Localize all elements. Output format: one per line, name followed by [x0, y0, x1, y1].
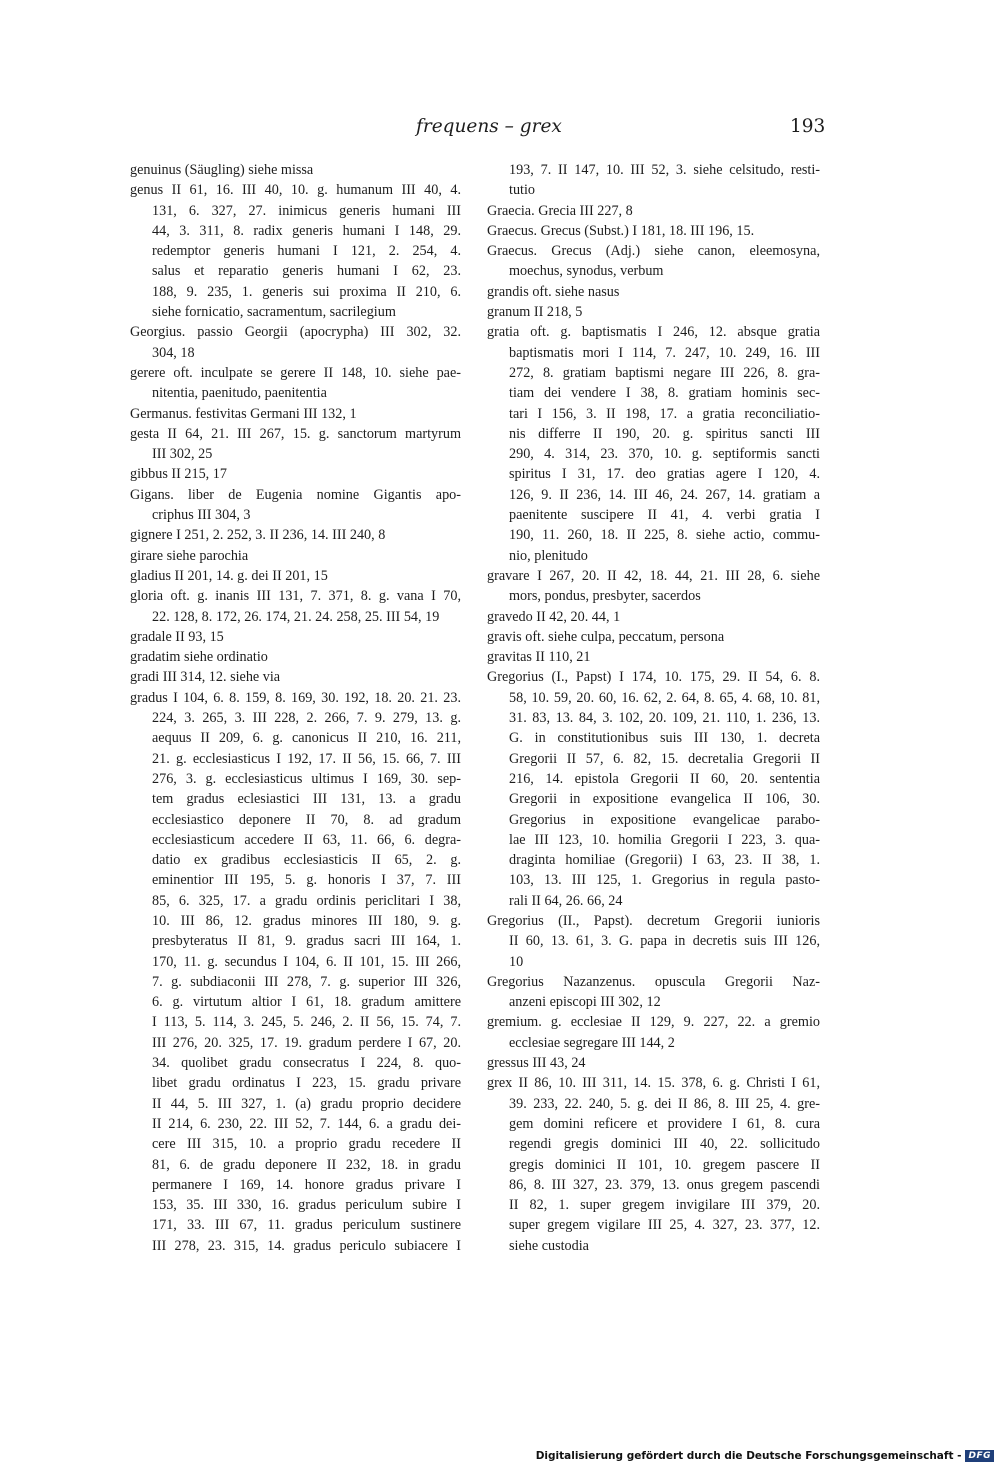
index-line: datio ex gradibus ecclesiasticis II 65, 2. g. — [152, 852, 461, 869]
index-column-left — [130, 160, 461, 1256]
running-head: frequens – grex — [416, 116, 562, 137]
index-line: super gregem vigilare III 25, 4. 327, 23. 377, 12. — [509, 1217, 820, 1234]
index-line: III 278, 23. 315, 14. gradus periculo subiacere I — [152, 1237, 461, 1254]
page-header — [0, 116, 1000, 140]
index-line: gratia oft. g. baptismatis I 246, 12. absque gratia — [487, 324, 820, 341]
index-line: 10 — [509, 953, 524, 970]
index-line: siehe custodia — [509, 1237, 589, 1254]
index-line: 216, 14. epistola Gregorii II 60, 20. sententia — [509, 770, 820, 787]
index-line: moechus, synodus, verbum — [509, 263, 664, 280]
index-line: 85, 6. 325, 17. a gradu ordinis periclitari I 38, — [152, 892, 461, 909]
index-line: II 44, 5. III 327, 1. (a) gradu proprio decidere — [152, 1095, 461, 1112]
index-line: gesta II 64, 21. III 267, 15. g. sanctorum martyrum — [130, 425, 461, 442]
index-line: gravis oft. siehe culpa, peccatum, persona — [487, 628, 725, 645]
index-line: mors, pondus, presbyter, sacerdos — [509, 588, 701, 605]
index-line: Gregorii II 57, 6. 82, 15. decretalia Gregorii II — [509, 750, 820, 767]
index-line: Germanus. festivitas Germani III 132, 1 — [130, 405, 357, 422]
index-line: criphus III 304, 3 — [152, 507, 251, 524]
index-line: 10. III 86, 12. gradus minores III 180, 9. g. — [152, 912, 461, 929]
index-line: Gregorius Nazanzenus. opuscula Gregorii Naz- — [487, 973, 820, 990]
index-line: genus II 61, 16. III 40, 10. g. humanum III 40, 4. — [130, 182, 461, 199]
index-line: 170, 11. g. secundus I 104, 6. II 101, 15. III 266, — [152, 953, 461, 970]
index-line: 290, 4. 314, 23. 370, 10. g. septiformis sancti — [509, 446, 820, 463]
index-line: 131, 6. 327, 27. inimicus generis humani III — [152, 202, 461, 219]
index-line: gignere I 251, 2. 252, 3. II 236, 14. III 240, 8 — [130, 527, 386, 544]
index-line: Gregorius in expositione evangelicae parabo- — [509, 811, 820, 828]
index-line: 188, 9. 235, 1. generis sui proxima II 210, 6. — [152, 283, 461, 300]
funding-notice: Digitalisierung gefördert durch die Deutsche Forschungsgemeinschaft - — [535, 1450, 962, 1462]
index-line: 276, 3. g. ecclesiasticus ultimus I 169, 30. sep- — [152, 770, 461, 787]
index-line: gressus III 43, 24 — [487, 1055, 586, 1072]
index-line: libet gradu ordinatus I 223, 15. gradu privare — [152, 1075, 461, 1092]
index-line: nitentia, paenitudo, paenitentia — [152, 385, 327, 402]
index-line: 81, 6. de gradu deponere II 232, 18. in gradu — [152, 1156, 461, 1173]
dfg-logo: DFG — [965, 1450, 994, 1462]
index-line: II 60, 13. 61, 3. G. papa in decretis suis III 126, — [509, 933, 820, 950]
index-line: regendi gregis dominici III 40, 22. sollicitudo — [509, 1136, 820, 1153]
index-line: I 113, 5. 114, 3. 245, 5. 246, 2. II 56, 15. 74, 7. — [152, 1014, 461, 1031]
funding-footer — [536, 1448, 994, 1464]
index-line: G. in constitutionibus suis III 130, 1. decreta — [509, 730, 820, 747]
index-line: 58, 10. 59, 20. 60, 16. 62, 2. 64, 8. 65, 4. 68, 10. 81, — [509, 689, 820, 706]
index-line: baptismatis mori I 114, 7. 247, 10. 249, 16. III — [509, 344, 820, 361]
index-line: presbyteratus II 81, 9. gradus sacri III 164, 1. — [152, 933, 461, 950]
index-line: 6. g. virtutum altior I 61, 18. gradum amittere — [152, 994, 461, 1011]
index-line: Graecus. Grecus (Adj.) siehe canon, eleemosyna, — [487, 243, 820, 260]
index-line: nio, plenitudo — [509, 547, 588, 564]
index-line: gloria oft. g. inanis III 131, 7. 371, 8. g. vana I 70, — [130, 588, 461, 605]
index-line: 304, 18 — [152, 344, 195, 361]
index-line: III 276, 20. 325, 17. 19. gradum perdere I 67, 20. — [152, 1034, 461, 1051]
index-line: grandis oft. siehe nasus — [487, 283, 620, 300]
index-line: nis differre II 190, 20. g. spiritus sancti III — [509, 425, 820, 442]
index-line: gregis dominici II 101, 10. gregem pascere II — [509, 1156, 820, 1173]
index-line: girare siehe parochia — [130, 547, 249, 564]
index-line: gerere oft. inculpate se gerere II 148, 10. siehe pae- — [130, 364, 461, 381]
index-line: gladius II 201, 14. g. dei II 201, 15 — [130, 567, 328, 584]
index-line: Graecus. Grecus (Subst.) I 181, 18. III 196, 15. — [487, 222, 755, 239]
index-line: gradus I 104, 6. 8. 159, 8. 169, 30. 192, 18. 20. 21. 23. — [130, 689, 461, 706]
index-line: 193, 7. II 147, 10. III 52, 3. siehe celsitudo, resti- — [509, 162, 820, 178]
index-line: 7. g. subdiaconii III 278, 7. g. superior III 326, — [152, 973, 461, 990]
index-line: tiam dei vendere I 38, 8. gratiam hominis sec- — [509, 385, 820, 402]
index-line: 86, 8. III 327, 23. 379, 13. onus gregem pascendi — [509, 1176, 820, 1193]
index-line: 34. quolibet gradu consecratus I 224, 8. quo- — [152, 1055, 461, 1072]
index-column-right — [487, 160, 820, 1256]
index-line: 22. 128, 8. 172, 26. 174, 21. 24. 258, 25. III 54, 19 — [152, 608, 440, 625]
index-line: II 214, 6. 230, 22. III 52, 7. 144, 6. a gradu dei- — [152, 1115, 461, 1132]
index-line: spiritus I 31, 17. deo gratias agere I 120, 4. — [509, 466, 820, 483]
index-line: 31. 83, 13. 84, 3. 102, 20. 109, 21. 110, 1. 236, 13. — [509, 710, 820, 727]
index-line: gremium. g. ecclesiae II 129, 9. 227, 22. a gremio — [487, 1014, 820, 1031]
index-line: 224, 3. 265, 3. III 228, 2. 266, 7. 9. 279, 13. g. — [152, 710, 461, 727]
index-line: III 302, 25 — [152, 446, 213, 463]
index-line: 21. g. ecclesiasticus I 192, 17. II 56, 15. 66, 7. III — [152, 750, 461, 767]
index-line: gem domini reficere et providere I 61, 8. cura — [509, 1115, 820, 1132]
index-line: 153, 35. III 330, 16. gradus periculum subire I — [152, 1197, 461, 1214]
index-line: 190, 11. 260, 18. II 225, 8. siehe actio, commu- — [509, 527, 820, 544]
index-line: Gigans. liber de Eugenia nomine Gigantis apo- — [130, 486, 461, 503]
index-line: gravare I 267, 20. II 42, 18. 44, 21. III 28, 6. siehe — [487, 567, 820, 584]
index-line: eminentior III 195, 5. g. honoris I 37, 7. III — [152, 872, 461, 889]
index-line: tari I 156, 3. II 198, 17. a gratia reconciliatio- — [509, 405, 820, 422]
index-line: gravedo II 42, 20. 44, 1 — [487, 608, 621, 625]
index-line: salus et reparatio generis humani I 62, 23. — [152, 263, 461, 280]
index-line: gradale II 93, 15 — [130, 628, 224, 645]
index-line: gradi III 314, 12. siehe via — [130, 669, 281, 686]
index-line: granum II 218, 5 — [487, 304, 583, 321]
index-line: 44, 3. 311, 8. radix generis humani I 148, 29. — [152, 222, 461, 239]
index-line: genuinus (Säugling) siehe missa — [130, 162, 314, 178]
index-line: gradatim siehe ordinatio — [130, 649, 268, 666]
index-line: ecclesiasticum accedere II 63, 11. 66, 6. degra- — [152, 831, 461, 848]
index-line: redemptor generis humani I 121, 2. 254, 4. — [152, 243, 461, 260]
index-line: 171, 33. III 67, 11. gradus periculum sustinere — [152, 1217, 461, 1234]
index-line: Graecia. Grecia III 227, 8 — [487, 202, 633, 219]
index-line: ecclesiastico deponere II 70, 8. ad gradum — [152, 811, 461, 828]
index-line: draginta homiliae (Gregorii) I 63, 23. II 38, 1. — [509, 852, 820, 869]
index-line: Georgius. passio Georgii (apocrypha) III 302, 32. — [130, 324, 461, 341]
index-line: siehe fornicatio, sacramentum, sacrilegium — [152, 304, 396, 321]
index-line: 126, 9. II 236, 14. III 46, 24. 267, 14. gratiam a — [509, 486, 820, 503]
index-line: anzeni episcopi III 302, 12 — [509, 994, 661, 1011]
index-line: lae III 123, 10. homilia Gregorii I 223, 3. qua- — [509, 831, 820, 848]
page-number: 193 — [790, 116, 826, 137]
index-line: tem gradus eclesiastici III 131, 13. a gradu — [152, 791, 461, 808]
index-line: 39. 233, 22. 240, 5. g. dei II 86, 8. III 25, 4. gre- — [509, 1095, 820, 1112]
index-line: tutio — [509, 182, 536, 199]
index-line: rali II 64, 26. 66, 24 — [509, 892, 623, 909]
index-line: paenitente suscipere II 41, 4. verbi gratia I — [509, 507, 820, 524]
index-line: aequus II 209, 6. g. canonicus II 210, 16. 211, — [152, 730, 461, 747]
index-line: Gregorius (II., Papst). decretum Gregorii iunioris — [487, 912, 820, 929]
index-line: ecclesiae segregare III 144, 2 — [509, 1034, 675, 1051]
index-line: II 82, 1. super gregem invigilare III 379, 20. — [509, 1197, 820, 1214]
index-line: permanere I 169, 14. honore gradus privare I — [152, 1176, 461, 1193]
index-line: 103, 13. III 125, 1. Gregorius in regula pasto- — [509, 872, 820, 889]
index-line: grex II 86, 10. III 311, 14. 15. 378, 6. g. Christi I 61, — [487, 1075, 820, 1092]
index-line: cere III 315, 10. a proprio gradu recedere II — [152, 1136, 461, 1153]
index-line: Gregorius (I., Papst) I 174, 10. 175, 29. II 54, 6. 8. — [487, 669, 820, 686]
index-line: Gregorii in expositione evangelica II 106, 30. — [509, 791, 820, 808]
index-line: gravitas II 110, 21 — [487, 649, 591, 666]
index-line: gibbus II 215, 17 — [130, 466, 227, 483]
index-line: 272, 8. gratiam baptismi negare III 226, 8. gra- — [509, 364, 820, 381]
